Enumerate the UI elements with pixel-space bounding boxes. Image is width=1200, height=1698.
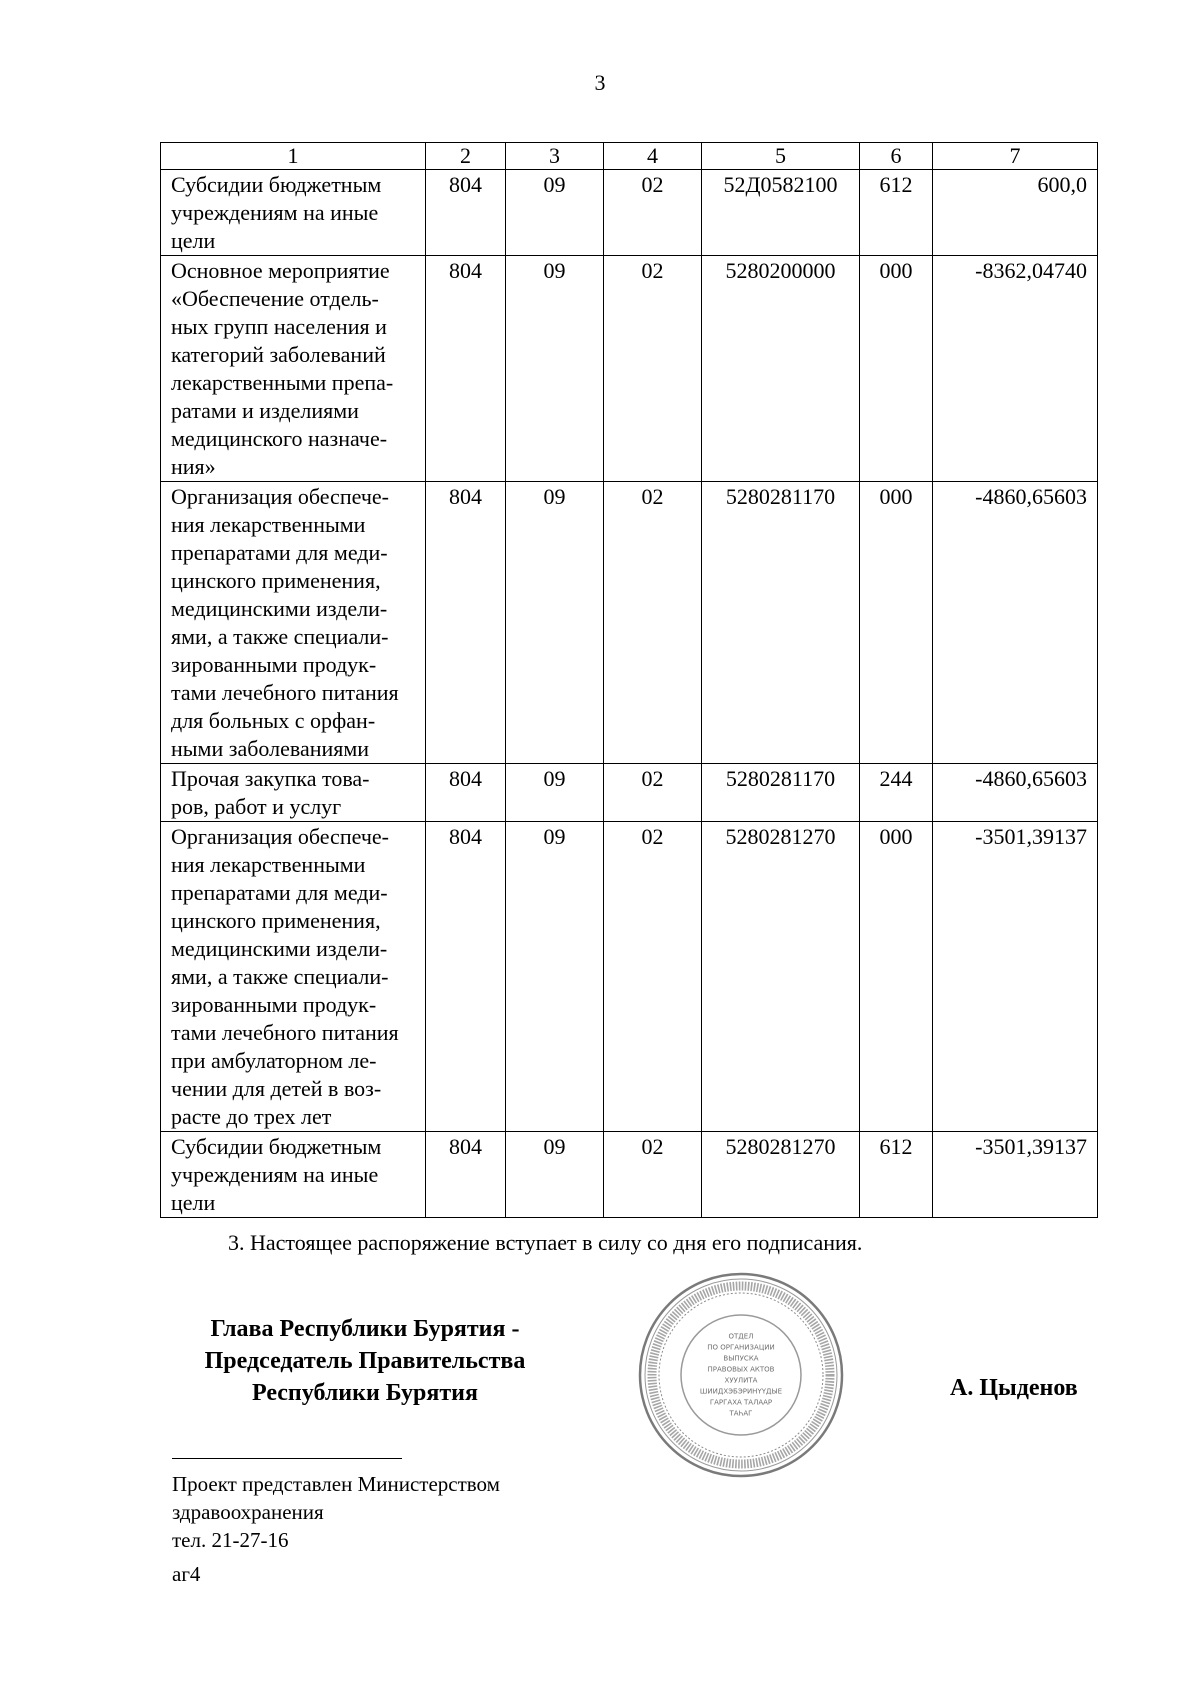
document-code: аг4 <box>172 1562 201 1586</box>
cell-amount: -3501,39137 <box>933 1132 1098 1218</box>
row-name-cell: Организация обеспече- ния лекарственными препаратами для меди- цинского применения, медицинскими издели- ями, а также специали- зированными продук- тами лечебного питания для больных с орфан- ными заболеваниями <box>161 482 426 764</box>
table-row <box>161 822 1098 1132</box>
stamp-text-line: ШИИДХЭБЭРИНҮҮДЫЕ <box>699 1387 783 1396</box>
budget-table <box>160 142 1098 1218</box>
table-row <box>161 482 1098 764</box>
cell-amount: -4860,65603 <box>933 482 1098 764</box>
cell-target-article: 5280281270 <box>702 822 860 1132</box>
header-cell: 7 <box>933 143 1098 170</box>
table-row <box>161 1132 1098 1218</box>
cell-expense-type: 244 <box>860 764 933 822</box>
effective-date-clause: 3. Настоящее распоряжение вступает в силу со дня его подписания. <box>228 1230 863 1255</box>
header-cell: 2 <box>426 143 506 170</box>
table-row <box>161 256 1098 482</box>
cell-target-article: 5280281170 <box>702 482 860 764</box>
stamp-text-line: ПО ОРГАНИЗАЦИИ <box>707 1343 775 1352</box>
cell-amount: 600,0 <box>933 170 1098 256</box>
footnote-line: Проект представлен Министерством <box>172 1472 500 1496</box>
header-cell: 3 <box>506 143 604 170</box>
footnote-line: тел. 21-27-16 <box>172 1528 289 1552</box>
signer-title-block <box>160 1313 570 1409</box>
header-cell: 4 <box>604 143 702 170</box>
cell-subsection-code: 02 <box>604 482 702 764</box>
cell-subsection-code: 02 <box>604 764 702 822</box>
cell-ministry-code: 804 <box>426 764 506 822</box>
cell-section-code: 09 <box>506 256 604 482</box>
cell-section-code: 09 <box>506 170 604 256</box>
stamp-text-line: ОТДЕЛ <box>728 1332 754 1341</box>
cell-expense-type: 612 <box>860 1132 933 1218</box>
cell-subsection-code: 02 <box>604 1132 702 1218</box>
cell-amount: -8362,04740 <box>933 256 1098 482</box>
cell-ministry-code: 804 <box>426 256 506 482</box>
cell-ministry-code: 804 <box>426 482 506 764</box>
cell-ministry-code: 804 <box>426 170 506 256</box>
cell-target-article: 5280281270 <box>702 1132 860 1218</box>
row-name-cell: Субсидии бюджетным учреждениям на иные цели <box>161 170 426 256</box>
footnote-divider <box>172 1458 402 1459</box>
table-row <box>161 764 1098 822</box>
cell-expense-type: 000 <box>860 822 933 1132</box>
stamp-text-line: ХУУЛИТА <box>724 1376 758 1385</box>
signer-title-line: Республики Бурятия <box>251 1380 478 1406</box>
cell-subsection-code: 02 <box>604 170 702 256</box>
cell-target-article: 52Д0582100 <box>702 170 860 256</box>
stamp-text-line: ТАҺАГ <box>729 1409 753 1418</box>
row-name-cell: Основное мероприятие «Обеспечение отдель- ных групп населения и категорий заболеваний лекарственными препа- ратами и изделиями медицинского назначе- ния» <box>161 256 426 482</box>
stamp-text-line: ГАРГАХА ТАЛААР <box>709 1398 773 1407</box>
cell-target-article: 5280200000 <box>702 256 860 482</box>
cell-ministry-code: 804 <box>426 1132 506 1218</box>
cell-section-code: 09 <box>506 1132 604 1218</box>
cell-expense-type: 000 <box>860 256 933 482</box>
cell-target-article: 5280281170 <box>702 764 860 822</box>
cell-expense-type: 612 <box>860 170 933 256</box>
footnote-block <box>172 1470 500 1554</box>
signer-title-line: Председатель Правительства <box>204 1348 526 1374</box>
signer-name: А. Цыденов <box>950 1375 1078 1401</box>
cell-section-code: 09 <box>506 764 604 822</box>
cell-amount: -3501,39137 <box>933 822 1098 1132</box>
table-row <box>161 170 1098 256</box>
header-cell: 1 <box>161 143 426 170</box>
header-row <box>161 143 1098 170</box>
row-name-cell: Субсидии бюджетным учреждениям на иные цели <box>161 1132 426 1218</box>
row-name-cell: Организация обеспече- ния лекарственными препаратами для меди- цинского применения, медицинскими издели- ями, а также специали- зированными продук- тами лечебного питания при амбулаторном ле- чении для детей в воз- расте до трех лет <box>161 822 426 1132</box>
cell-expense-type: 000 <box>860 482 933 764</box>
cell-section-code: 09 <box>506 482 604 764</box>
stamp-text-line: ПРАВОВЫХ АКТОВ <box>707 1365 775 1374</box>
footnote-line: здравоохранения <box>172 1500 324 1524</box>
cell-amount: -4860,65603 <box>933 764 1098 822</box>
cell-section-code: 09 <box>506 822 604 1132</box>
cell-subsection-code: 02 <box>604 822 702 1132</box>
header-cell: 5 <box>702 143 860 170</box>
header-cell: 6 <box>860 143 933 170</box>
stamp-text-line: ВЫПУСКА <box>723 1354 759 1363</box>
cell-ministry-code: 804 <box>426 822 506 1132</box>
row-name-cell: Прочая закупка това- ров, работ и услуг <box>161 764 426 822</box>
signer-title-line: Глава Республики Бурятия - <box>210 1316 520 1342</box>
cell-subsection-code: 02 <box>604 256 702 482</box>
page-number: 3 <box>594 70 606 95</box>
table-header <box>161 143 1098 170</box>
official-seal-stamp <box>636 1270 846 1480</box>
